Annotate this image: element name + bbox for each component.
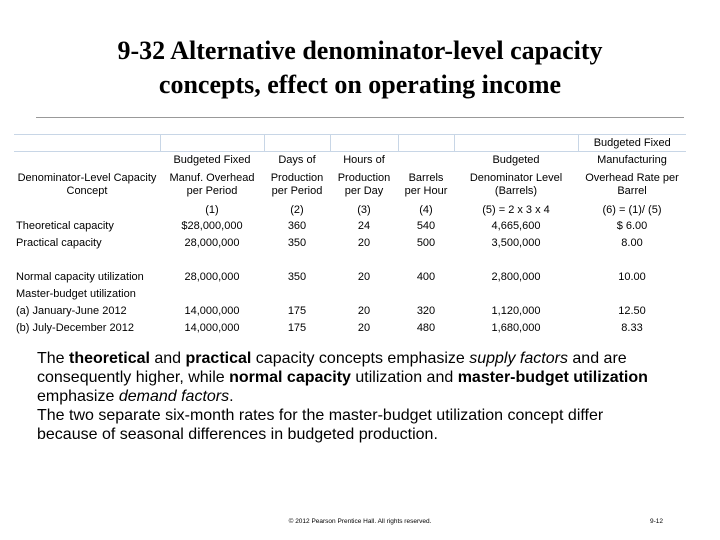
rate-cell: 8.00 [621, 237, 643, 249]
capacity-table [14, 134, 686, 337]
hours-cell: 20 [357, 322, 371, 334]
header-cell: Manufacturing [578, 152, 686, 169]
title-line-2: concepts, effect on operating income [158, 70, 562, 99]
formula-cell: (3) [357, 203, 371, 216]
formula-cell: (1) [205, 203, 219, 216]
formula-cell: (5) = 2 x 3 x 4 [482, 203, 550, 216]
table-row [14, 218, 686, 235]
concept-cell: Master-budget utilization [16, 288, 136, 300]
overhead-cell: 14,000,000 [184, 305, 240, 317]
overhead-cell: 28,000,000 [184, 237, 240, 249]
formula-cell: (4) [419, 203, 433, 216]
header-cell: Production per Period [270, 172, 324, 197]
rate-cell: $ 6.00 [616, 220, 648, 232]
rate-cell: 8.33 [621, 322, 643, 334]
header-cell: Hours of [330, 152, 398, 169]
page-number: 9-12 [650, 518, 664, 525]
concept-cell: Normal capacity utilization [16, 271, 144, 283]
rate-cell: 12.50 [618, 305, 646, 317]
header-cell: Manuf. Overhead per Period [169, 172, 255, 197]
title-divider [36, 117, 684, 118]
rate-cell: 10.00 [618, 271, 646, 283]
header-cell: Denominator-Level Capacity Concept [17, 172, 157, 197]
header-cell: Days of [264, 152, 330, 169]
denominator-cell: 1,680,000 [491, 322, 541, 334]
title-line-1: 9-32 Alternative denominator-level capacity [117, 36, 603, 65]
header-cell: Denominator Level (Barrels) [469, 172, 563, 197]
formula-cell: (6) = (1)/ (5) [602, 203, 662, 216]
concept-cell: Practical capacity [16, 237, 102, 249]
days-cell: 175 [287, 305, 307, 317]
barrels-cell: 500 [416, 237, 436, 249]
denominator-cell: 1,120,000 [491, 305, 541, 317]
explanation-paragraph-1: The theoretical and practical capacity concepts emphasize supply factors and are consequently higher, while normal capacity utilization and master-budget utilization emphasize demand factors. [37, 350, 648, 405]
explanation-text [37, 349, 667, 444]
copyright-footer: © 2012 Pearson Prentice Hall. All rights reserved. [288, 518, 432, 525]
table-row [14, 303, 686, 320]
formula-cell: (2) [290, 203, 304, 216]
table-row [14, 235, 686, 252]
header-cell: Budgeted [454, 152, 578, 169]
overhead-cell: 28,000,000 [184, 271, 240, 283]
denominator-cell: 4,665,600 [491, 220, 541, 232]
hours-cell: 24 [357, 220, 371, 232]
header-cell: Budgeted Fixed [160, 152, 264, 169]
header-row-top [14, 135, 686, 152]
hours-cell: 20 [357, 271, 371, 283]
table-row [14, 320, 686, 337]
header-cell: Budgeted Fixed [578, 135, 686, 152]
slide-title [60, 34, 660, 102]
header-row-main [14, 168, 686, 202]
denominator-cell: 3,500,000 [491, 237, 541, 249]
explanation-paragraph-2: The two separate six-month rates for the master-budget utilization concept differ because of seasonal differences in budgeted production. [37, 407, 604, 443]
concept-cell: (a) January-June 2012 [16, 305, 127, 317]
header-cell: Barrels per Hour [404, 172, 448, 197]
days-cell: 360 [287, 220, 307, 232]
overhead-cell: $28,000,000 [181, 220, 243, 232]
spacer-row [14, 252, 686, 269]
hours-cell: 20 [357, 305, 371, 317]
concept-cell: (b) July-December 2012 [16, 322, 134, 334]
barrels-cell: 320 [416, 305, 436, 317]
barrels-cell: 480 [416, 322, 436, 334]
table-row [14, 286, 686, 303]
barrels-cell: 400 [416, 271, 436, 283]
denominator-cell: 2,800,000 [491, 271, 541, 283]
header-cell: Production per Day [337, 172, 391, 197]
days-cell: 350 [287, 237, 307, 249]
header-cell: Overhead Rate per Barrel [585, 172, 679, 197]
formula-row [14, 202, 686, 218]
concept-cell: Theoretical capacity [16, 220, 114, 232]
overhead-cell: 14,000,000 [184, 322, 240, 334]
header-row-mid [14, 152, 686, 169]
days-cell: 350 [287, 271, 307, 283]
hours-cell: 20 [357, 237, 371, 249]
table-row [14, 269, 686, 286]
barrels-cell: 540 [416, 220, 436, 232]
days-cell: 175 [287, 322, 307, 334]
